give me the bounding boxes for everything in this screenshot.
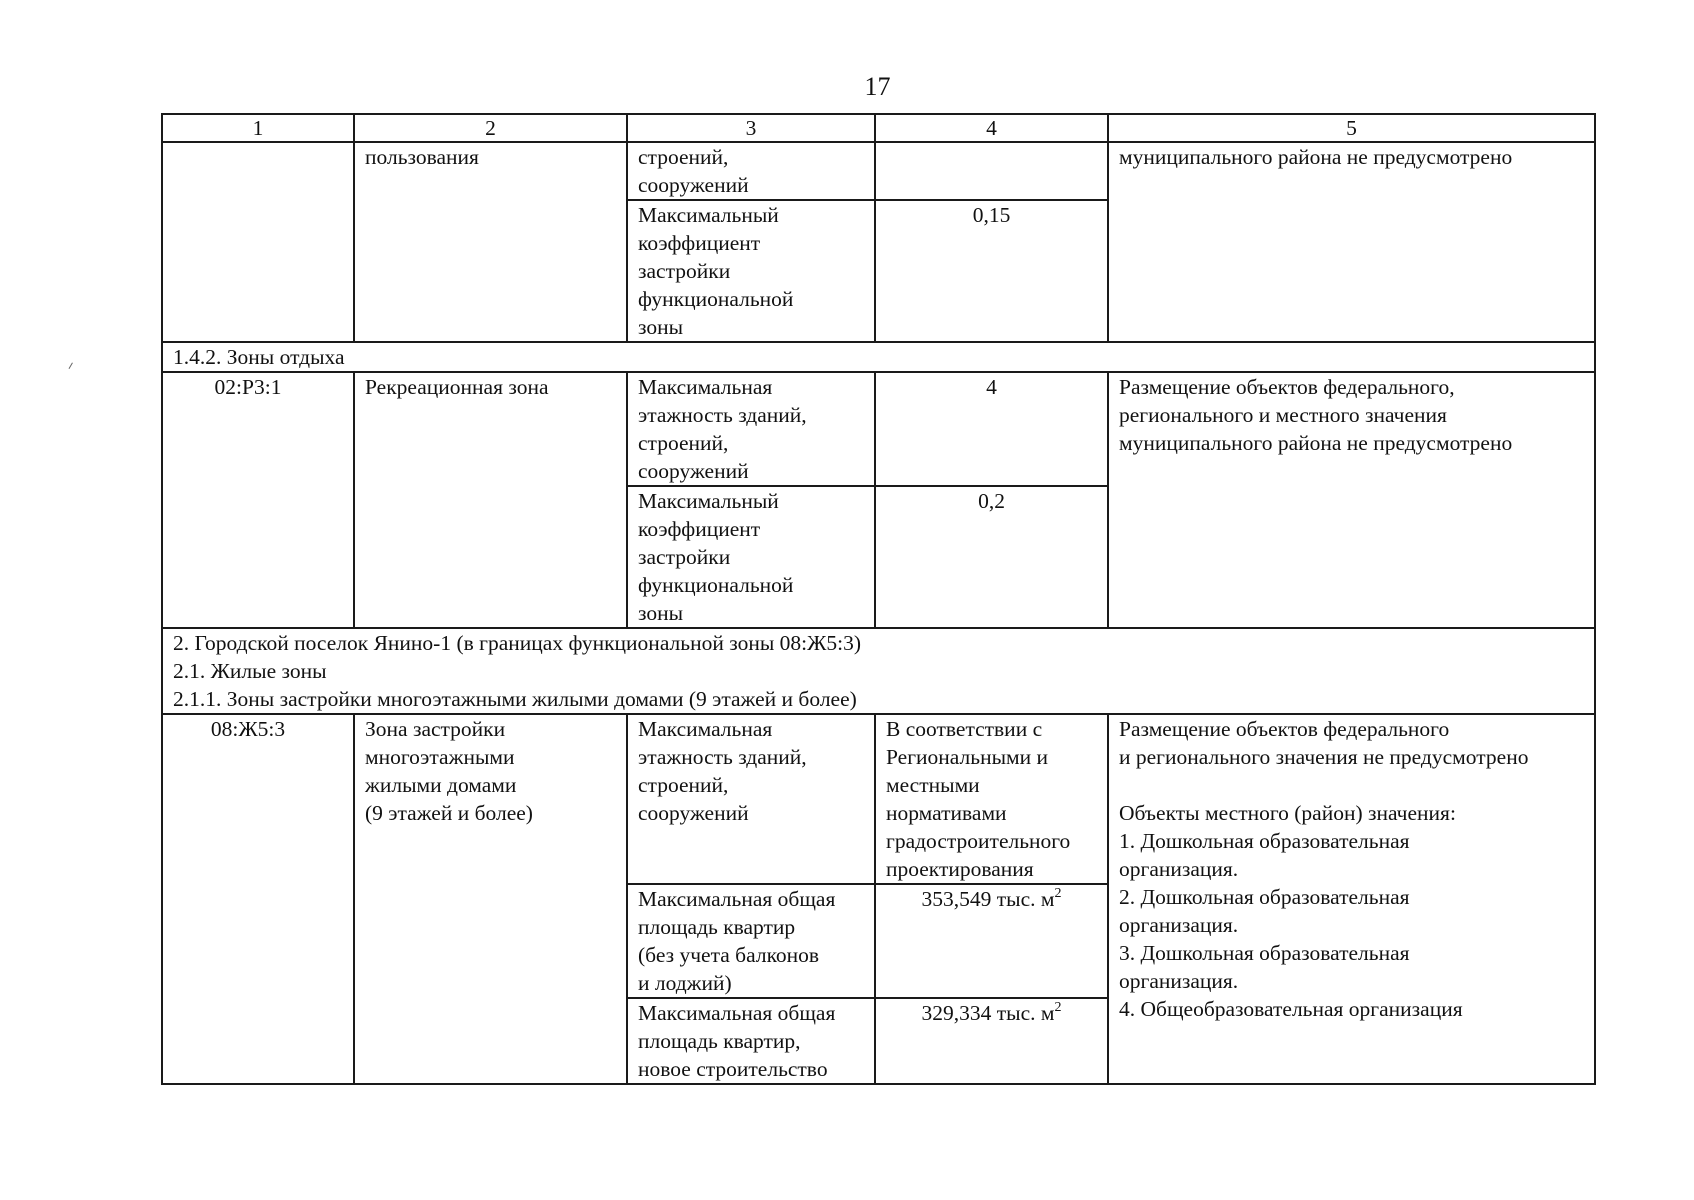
value-text: проектирования — [886, 857, 1034, 881]
value-cell: 0,15 — [875, 200, 1108, 342]
table-row — [162, 142, 1595, 200]
table-row — [162, 372, 1595, 486]
parameter-cell — [627, 372, 875, 486]
zone-name: пользования — [365, 145, 479, 169]
value-text: нормативами — [886, 801, 1007, 825]
parameter-cell — [627, 884, 875, 998]
section-heading — [162, 628, 1595, 714]
zone-name-cell — [354, 372, 627, 628]
placement-text: муниципального района не предусмотрено — [1119, 431, 1513, 455]
zone-name: Зона застройки — [365, 717, 506, 741]
parameter-text: строений, — [638, 431, 729, 455]
spacer — [1119, 771, 1584, 799]
unit-superscript: 2 — [1054, 886, 1062, 901]
parameter-text: строений, — [638, 145, 729, 169]
parameter-text: сооружений — [638, 459, 749, 483]
value-text: градостроительного — [886, 829, 1071, 853]
placement-text: Размещение объектов федерального, — [1119, 375, 1455, 399]
value-text: Региональными и — [886, 745, 1049, 769]
parameter-text: Максимальная общая — [638, 1001, 836, 1025]
placement-text: регионального и местного значения — [1119, 403, 1447, 427]
parameter-text: Максимальная — [638, 717, 773, 741]
list-item: организация. — [1119, 857, 1239, 881]
parameter-text: и лоджий) — [638, 971, 732, 995]
value-text: В соответствии с — [886, 717, 1043, 741]
parameter-text: строений, — [638, 773, 729, 797]
parameter-text: (без учета балконов — [638, 943, 820, 967]
column-header: 4 — [875, 114, 1108, 142]
section-row — [162, 342, 1595, 372]
zone-name: жилыми домами — [365, 773, 517, 797]
parameter-cell — [627, 142, 875, 200]
zone-code-cell — [162, 142, 354, 342]
section-subtitle: 2.1. Жилые зоны — [173, 659, 327, 683]
parameter-text: Максимальный — [638, 489, 779, 513]
parameter-cell — [627, 998, 875, 1084]
parameter-text: зоны — [638, 601, 684, 625]
table-header-row — [162, 114, 1595, 142]
placement-cell — [1108, 714, 1595, 1084]
column-header: 3 — [627, 114, 875, 142]
parameter-text: площадь квартир, — [638, 1029, 801, 1053]
list-item: 2. Дошкольная образовательная — [1119, 885, 1410, 909]
value-cell — [875, 884, 1108, 998]
parameter-text: зоны — [638, 315, 684, 339]
parameter-text: функциональной — [638, 573, 794, 597]
table-row — [162, 714, 1595, 884]
placement-cell — [1108, 142, 1595, 342]
value-text: 329,334 тыс. м — [921, 1001, 1055, 1025]
section-row — [162, 628, 1595, 714]
zone-name: многоэтажными — [365, 745, 515, 769]
column-header: 5 — [1108, 114, 1595, 142]
section-subtitle: 2.1.1. Зоны застройки многоэтажными жилыми домами (9 этажей и более) — [173, 687, 857, 711]
value-cell: 0,2 — [875, 486, 1108, 628]
parameter-text: застройки — [638, 545, 731, 569]
value-cell — [875, 714, 1108, 884]
parameter-text: площадь квартир — [638, 915, 796, 939]
parameter-cell — [627, 200, 875, 342]
local-objects-title: Объекты местного (район) значения: — [1119, 801, 1456, 825]
parameter-text: функциональной — [638, 287, 794, 311]
list-item: 4. Общеобразовательная организация — [1119, 997, 1463, 1021]
parameter-text: сооружений — [638, 173, 749, 197]
parameter-text: этажность зданий, — [638, 745, 807, 769]
parameter-text: сооружений — [638, 801, 749, 825]
list-item: 1. Дошкольная образовательная — [1119, 829, 1410, 853]
placement-text: и регионального значения не предусмотрено — [1119, 745, 1529, 769]
parameter-text: Максимальная общая — [638, 887, 836, 911]
zone-name: Рекреационная зона — [365, 375, 549, 399]
parameter-text: застройки — [638, 259, 731, 283]
list-item: 3. Дошкольная образовательная — [1119, 941, 1410, 965]
placement-text: Размещение объектов федерального — [1119, 717, 1450, 741]
parameter-text: коэффициент — [638, 517, 761, 541]
placement-text: муниципального района не предусмотрено — [1119, 145, 1513, 169]
column-header: 2 — [354, 114, 627, 142]
value-text: местными — [886, 773, 980, 797]
zone-code: 08:Ж5:3 — [162, 714, 354, 1084]
placement-cell — [1108, 372, 1595, 628]
parameter-text: коэффициент — [638, 231, 761, 255]
value-text: 353,549 тыс. м — [921, 887, 1055, 911]
zone-code: 02:Р3:1 — [162, 372, 354, 628]
zones-table — [161, 113, 1596, 1085]
scan-mark — [69, 362, 76, 370]
value-cell — [875, 142, 1108, 200]
list-item: организация. — [1119, 913, 1239, 937]
value-cell: 4 — [875, 372, 1108, 486]
section-title: 2. Городской поселок Янино-1 (в границах функциональной зоны 08:Ж5:3) — [173, 631, 862, 655]
section-heading: 1.4.2. Зоны отдыха — [162, 342, 1595, 372]
list-item: организация. — [1119, 969, 1239, 993]
value-cell — [875, 998, 1108, 1084]
parameter-text: Максимальная — [638, 375, 773, 399]
parameter-text: этажность зданий, — [638, 403, 807, 427]
parameter-cell — [627, 714, 875, 884]
parameter-text: Максимальный — [638, 203, 779, 227]
zone-name-cell — [354, 142, 627, 342]
zone-name-cell — [354, 714, 627, 1084]
parameter-cell — [627, 486, 875, 628]
zone-name: (9 этажей и более) — [365, 801, 533, 825]
page-number: 17 — [864, 72, 891, 101]
unit-superscript: 2 — [1054, 1000, 1062, 1015]
parameter-text: новое строительство — [638, 1057, 828, 1081]
column-header: 1 — [162, 114, 354, 142]
